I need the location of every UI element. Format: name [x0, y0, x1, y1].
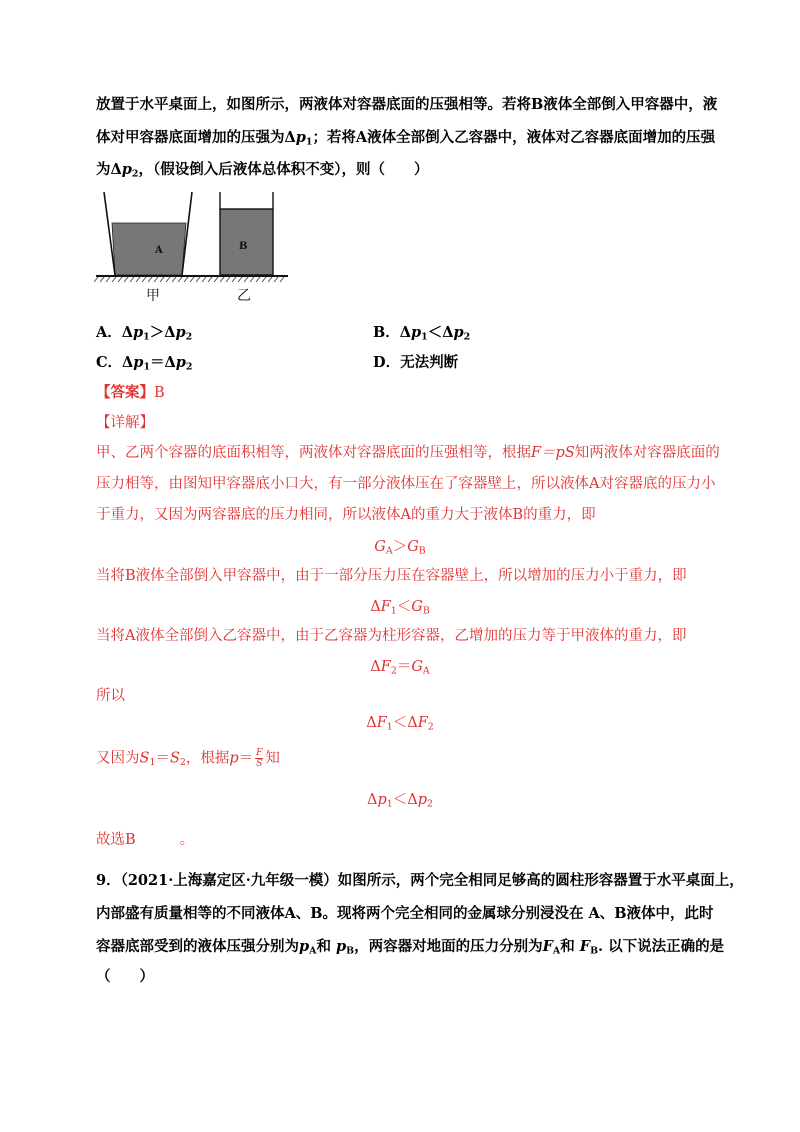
- liquid-a-fill: [112, 223, 186, 275]
- explanation-para3: 当将A液体全部倒入乙容器中，由于乙容器为柱形容器，乙增加的压力等于甲液体的重力，即: [96, 628, 687, 644]
- equation-deltap-compare: $\Delta p_1<\Delta p_2$: [366, 792, 434, 810]
- question-stem-line-3: 为$\Delta p_2$，（假设倒入后液体总体积不变），则（ ）: [96, 161, 429, 180]
- pressure-fraction: $\frac{F}{S}$: [256, 748, 263, 769]
- label-yi: 乙: [237, 288, 251, 304]
- answer-label: 【答案】: [96, 384, 154, 401]
- table-hatching: [94, 277, 284, 282]
- answer-line: [96, 383, 165, 403]
- option-a[interactable]: A．$\Delta p_1>\Delta p_2$: [96, 324, 193, 343]
- question-stem-line-1: 放置于水平桌面上，如图所示，两液体对容器底面的压强相等。若将B液体全部倒入甲容器中，液: [96, 96, 718, 113]
- container-figure: [94, 192, 294, 304]
- option-c[interactable]: C．$\Delta p_1=\Delta p_2$: [96, 354, 193, 373]
- question-stem-line-2: 体对甲容器底面增加的压强为$\Delta p_1$；若将A液体全部倒入乙容器中，液体对乙容器底面增加的压强: [96, 129, 716, 148]
- equation-deltaF1: $\Delta F_1<G_B$: [370, 599, 430, 617]
- question9-line1: 9．（2021·上海嘉定区·九年级一模）如图所示，两个完全相同足够高的圆柱形容器置于水平桌面上，: [96, 872, 744, 889]
- liquid-b-label: B: [239, 241, 248, 252]
- option-d[interactable]: D．无法判断: [373, 354, 459, 371]
- liquid-a-label: A: [155, 245, 163, 256]
- question9-line3: 容器底部受到的液体压强分别为$p_A$和 $p_B$，两容器对地面的压力分别为$F_A$和 $F_B$. 以下说法正确的是: [96, 938, 725, 957]
- question9-line2: 内部盛有质量相等的不同液体A、B。现将两个完全相同的金属球分别浸没在 A、B液体中，此时: [96, 905, 714, 922]
- equation-gravity-compare: $G_A>G_B$: [374, 539, 426, 557]
- option-b[interactable]: B．$\Delta p_1<\Delta p_2$: [373, 324, 471, 343]
- question9-line4: （ ）: [96, 968, 154, 985]
- explanation-para1-line1: 甲、乙两个容器的底面积相等，两液体对容器底面的压强相等，根据F＝pS知两液体对容器底面的: [96, 445, 720, 461]
- explanation-para2: 当将B液体全部倒入甲容器中，由于一部分压力压在容器壁上，所以增加的压力小于重力，即: [96, 568, 687, 584]
- explanation-para1-line2: 压力相等，由图知甲容器底小口大，有一部分液体压在了容器壁上，所以液体A对容器底的压力小: [96, 476, 716, 492]
- explanation-para5: 又因为$S_1=S_2$，根据p＝ $\frac{F}{S}$ 知: [96, 748, 280, 769]
- answer-value: B: [154, 385, 165, 401]
- explanation-conclusion: 故选B 。: [96, 832, 195, 848]
- label-jia: 甲: [146, 288, 160, 304]
- equation-deltaF2: $\Delta F_2=G_A$: [370, 659, 430, 677]
- explanation-label: 【详解】: [96, 415, 154, 431]
- equation-deltaF-compare: $\Delta F_1<\Delta F_2$: [366, 715, 434, 733]
- explanation-para1-line3: 于重力，又因为两容器底的压力相同，所以液体A的重力大于液体B的重力，即: [96, 507, 596, 523]
- explanation-para4: 所以: [96, 688, 125, 704]
